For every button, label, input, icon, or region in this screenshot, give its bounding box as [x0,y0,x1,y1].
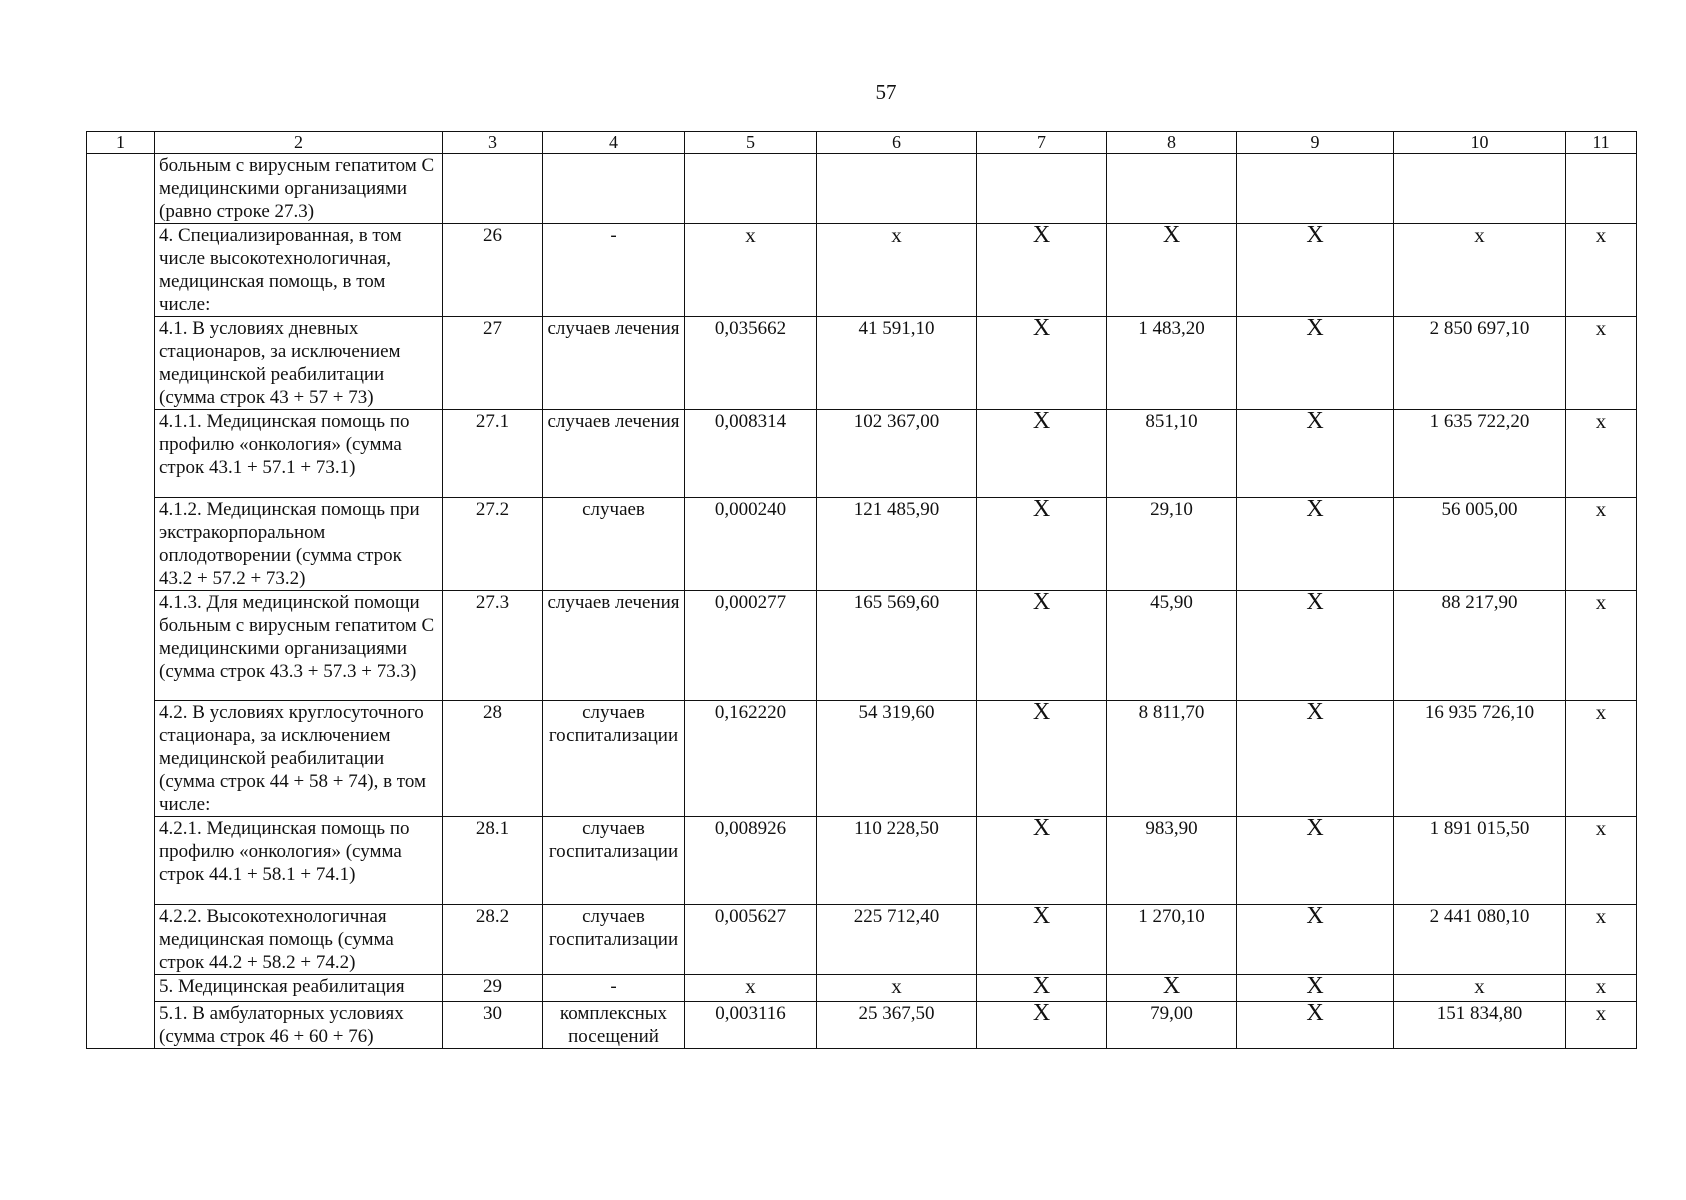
cell-c4: случаев госпитализации [543,817,685,905]
cell-c8: 45,90 [1107,591,1237,701]
cell-c2: 4.2. В условиях круглосуточного стационара, за исключением медицинской реабилитации (сумма строк 44 + 58 + 74), в том числе: [155,701,443,817]
cell-c8 [1107,154,1237,224]
cell-c5 [685,154,817,224]
cell-c10: 151 834,80 [1394,1002,1566,1049]
cell-c2: больным с вирусным гепатитом С медицинскими организациями (равно строке 27.3) [155,154,443,224]
col-header: 2 [155,132,443,154]
cell-c9 [1237,154,1394,224]
cell-c4: случаев лечения [543,591,685,701]
cell-c10: 2 850 697,10 [1394,317,1566,410]
cell-c2: 5.1. В амбулаторных условиях (сумма строк 46 + 60 + 76) [155,1002,443,1049]
cell-c10: 56 005,00 [1394,498,1566,591]
cell-c6: 54 319,60 [817,701,977,817]
table-row [87,154,1637,224]
cell-c6: 165 569,60 [817,591,977,701]
cell-c5: 0,162220 [685,701,817,817]
cell-c11: х [1566,905,1637,975]
cell-c6: 110 228,50 [817,817,977,905]
cell-c8: 79,00 [1107,1002,1237,1049]
cell-c11 [1566,154,1637,224]
cell-c3: 26 [443,224,543,317]
cell-c10: 88 217,90 [1394,591,1566,701]
cell-c4: комплексных посещений [543,1002,685,1049]
cell-c3: 28 [443,701,543,817]
cell-c8: 1 270,10 [1107,905,1237,975]
cell-c4: случаев [543,498,685,591]
cell-c9: Х [1237,975,1394,1002]
cell-c4 [543,154,685,224]
cell-c11: х [1566,224,1637,317]
cell-c3: 27.2 [443,498,543,591]
cell-c3: 28.1 [443,817,543,905]
col-header: 7 [977,132,1107,154]
cell-c7: Х [977,317,1107,410]
cell-c6: 102 367,00 [817,410,977,498]
table-row [87,817,1637,905]
cell-c8: Х [1107,975,1237,1002]
cell-c11: х [1566,498,1637,591]
cell-c7: Х [977,1002,1107,1049]
cell-c9: Х [1237,701,1394,817]
table-row [87,905,1637,975]
cell-c7: Х [977,905,1107,975]
cell-c10: 1 891 015,50 [1394,817,1566,905]
cell-c8: 851,10 [1107,410,1237,498]
cell-c7: Х [977,498,1107,591]
cell-c2: 4.1.1. Медицинская помощь по профилю «онкология» (сумма строк 43.1 + 57.1 + 73.1) [155,410,443,498]
col-header: 10 [1394,132,1566,154]
cell-c5: 0,035662 [685,317,817,410]
cell-c6: 25 367,50 [817,1002,977,1049]
cell-c4: - [543,224,685,317]
table-row [87,498,1637,591]
cell-c5: 0,000277 [685,591,817,701]
cell-c3: 27 [443,317,543,410]
cell-c11: х [1566,591,1637,701]
row-number-cell [87,154,155,1049]
cell-c6 [817,154,977,224]
cell-c9: Х [1237,224,1394,317]
cell-c10: 2 441 080,10 [1394,905,1566,975]
cell-c3: 27.3 [443,591,543,701]
col-header: 6 [817,132,977,154]
cell-c5: 0,005627 [685,905,817,975]
cell-c9: Х [1237,591,1394,701]
cell-c4: - [543,975,685,1002]
table-row [87,701,1637,817]
cell-c8: 1 483,20 [1107,317,1237,410]
cell-c2: 5. Медицинская реабилитация [155,975,443,1002]
table-row [87,591,1637,701]
table-header-row [87,132,1637,154]
data-table [86,131,1637,1049]
cell-c5: 0,008314 [685,410,817,498]
cell-c8: 983,90 [1107,817,1237,905]
cell-c7: Х [977,224,1107,317]
cell-c7: Х [977,817,1107,905]
col-header: 4 [543,132,685,154]
cell-c5: х [685,224,817,317]
cell-c9: Х [1237,817,1394,905]
cell-c10: 1 635 722,20 [1394,410,1566,498]
cell-c11: х [1566,410,1637,498]
cell-c10: х [1394,224,1566,317]
cell-c6: 225 712,40 [817,905,977,975]
cell-c4: случаев госпитализации [543,905,685,975]
cell-c10: 16 935 726,10 [1394,701,1566,817]
cell-c6: 41 591,10 [817,317,977,410]
table-row [87,410,1637,498]
cell-c7: Х [977,410,1107,498]
cell-c11: х [1566,817,1637,905]
cell-c4: случаев лечения [543,317,685,410]
cell-c8: 29,10 [1107,498,1237,591]
cell-c10 [1394,154,1566,224]
cell-c4: случаев лечения [543,410,685,498]
cell-c9: Х [1237,905,1394,975]
cell-c3 [443,154,543,224]
cell-c5: 0,003116 [685,1002,817,1049]
cell-c3: 28.2 [443,905,543,975]
cell-c5: х [685,975,817,1002]
cell-c3: 29 [443,975,543,1002]
col-header: 1 [87,132,155,154]
cell-c5: 0,008926 [685,817,817,905]
col-header: 3 [443,132,543,154]
cell-c9: Х [1237,317,1394,410]
cell-c11: х [1566,1002,1637,1049]
col-header: 8 [1107,132,1237,154]
cell-c2: 4.1. В условиях дневных стационаров, за исключением медицинской реабилитации (сумма строк 43 + 57 + 73) [155,317,443,410]
cell-c8: 8 811,70 [1107,701,1237,817]
table-row [87,1002,1637,1049]
cell-c7: Х [977,975,1107,1002]
cell-c11: х [1566,975,1637,1002]
cell-c2: 4.2.2. Высокотехнологичная медицинская помощь (сумма строк 44.2 + 58.2 + 74.2) [155,905,443,975]
cell-c2: 4.1.3. Для медицинской помощи больным с вирусным гепатитом С медицинскими организациями (сумма строк 43.3 + 57.3 + 73.3) [155,591,443,701]
cell-c11: х [1566,701,1637,817]
col-header: 9 [1237,132,1394,154]
cell-c3: 27.1 [443,410,543,498]
cell-c6: 121 485,90 [817,498,977,591]
cell-c6: х [817,975,977,1002]
cell-c2: 4. Специализированная, в том числе высокотехнологичная, медицинская помощь, в том числе: [155,224,443,317]
cell-c2: 4.2.1. Медицинская помощь по профилю «онкология» (сумма строк 44.1 + 58.1 + 74.1) [155,817,443,905]
cell-c8: Х [1107,224,1237,317]
table-row [87,975,1637,1002]
cell-c7 [977,154,1107,224]
cell-c10: х [1394,975,1566,1002]
col-header: 11 [1566,132,1637,154]
cell-c9: Х [1237,498,1394,591]
cell-c9: Х [1237,1002,1394,1049]
cell-c3: 30 [443,1002,543,1049]
cell-c9: Х [1237,410,1394,498]
cell-c7: Х [977,591,1107,701]
cell-c5: 0,000240 [685,498,817,591]
cell-c7: Х [977,701,1107,817]
cell-c11: х [1566,317,1637,410]
table-row [87,224,1637,317]
page-number: 57 [875,80,897,104]
cell-c4: случаев госпитализации [543,701,685,817]
cell-c6: х [817,224,977,317]
table-row [87,317,1637,410]
cell-c2: 4.1.2. Медицинская помощь при экстракорпоральном оплодотворении (сумма строк 43.2 + 57.2 + 73.2) [155,498,443,591]
col-header: 5 [685,132,817,154]
